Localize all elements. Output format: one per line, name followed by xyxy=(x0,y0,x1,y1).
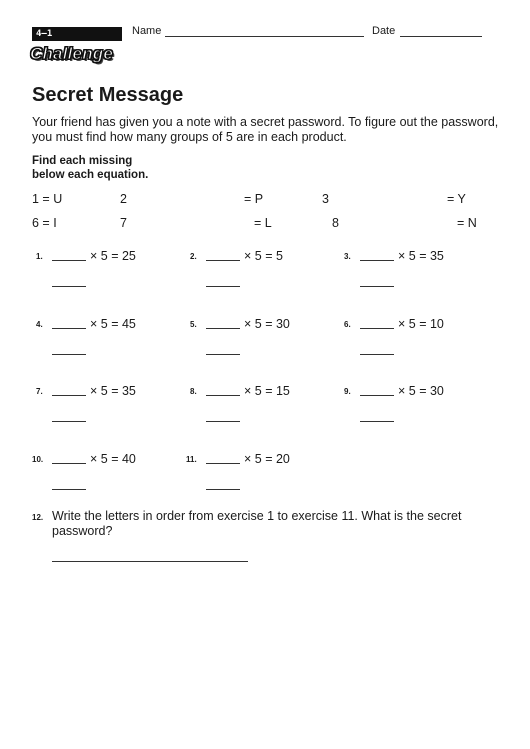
code-key-item: 3 xyxy=(322,192,329,206)
problem-number: 12. xyxy=(32,513,44,522)
name-label: Name xyxy=(132,25,162,37)
equation-text: × 5 = 15 xyxy=(244,384,290,398)
code-key-item: = N xyxy=(457,216,477,230)
page-title: Secret Message xyxy=(32,84,184,106)
intro-text: Your friend has given you a note with a secret password. To figure out the password, you must find how many groups of 5 are in each product. xyxy=(32,115,499,144)
letter-blank[interactable] xyxy=(360,286,394,287)
code-key-item: 8 xyxy=(332,216,339,230)
date-label: Date xyxy=(372,25,396,37)
equation-text: × 5 = 5 xyxy=(244,249,283,263)
problem-number: 3. xyxy=(344,252,351,261)
problem-number: 8. xyxy=(190,387,197,396)
code-key-item: = L xyxy=(254,216,272,230)
problem-number: 10. xyxy=(32,455,44,464)
problem-number: 1. xyxy=(36,252,43,261)
name-line[interactable] xyxy=(165,36,364,37)
equation-text: × 5 = 20 xyxy=(244,452,290,466)
code-key-item: = Y xyxy=(447,192,466,206)
letter-blank[interactable] xyxy=(206,421,240,422)
password-answer-line[interactable] xyxy=(52,561,248,562)
problem-number: 7. xyxy=(36,387,43,396)
letter-blank[interactable] xyxy=(52,421,86,422)
answer-blank[interactable] xyxy=(52,328,86,329)
equation-text: × 5 = 10 xyxy=(398,317,444,331)
answer-blank[interactable] xyxy=(206,328,240,329)
instruction-text: Find each missing below each equation. xyxy=(32,155,149,181)
problem-number: 4. xyxy=(36,320,43,329)
letter-blank[interactable] xyxy=(360,354,394,355)
equation-text: × 5 = 45 xyxy=(90,317,136,331)
problem-number: 2. xyxy=(190,252,197,261)
code-key-item: 1 = U xyxy=(32,192,63,206)
answer-blank[interactable] xyxy=(360,328,394,329)
equation-text: × 5 = 25 xyxy=(90,249,136,263)
answer-blank[interactable] xyxy=(52,260,86,261)
answer-blank[interactable] xyxy=(52,395,86,396)
answer-blank[interactable] xyxy=(360,395,394,396)
problem-number: 6. xyxy=(344,320,351,329)
problem-number: 11. xyxy=(186,455,197,464)
equation-text: × 5 = 40 xyxy=(90,452,136,466)
equation-text: × 5 = 35 xyxy=(398,249,444,263)
lesson-tag: 4–1 xyxy=(32,27,122,41)
problem-number: 9. xyxy=(344,387,351,396)
code-key-item: = P xyxy=(244,192,264,206)
equation-text: × 5 = 35 xyxy=(90,384,136,398)
letter-blank[interactable] xyxy=(206,489,240,490)
answer-blank[interactable] xyxy=(206,395,240,396)
letter-blank[interactable] xyxy=(206,354,240,355)
problem-number: 5. xyxy=(190,320,197,329)
letter-blank[interactable] xyxy=(52,286,86,287)
equation-text: × 5 = 30 xyxy=(244,317,290,331)
code-key-item: 7 xyxy=(120,216,127,230)
question-text: Write the letters in order from exercise 1 to exercise 11. What is the secret password? xyxy=(52,509,462,538)
letter-blank[interactable] xyxy=(52,354,86,355)
answer-blank[interactable] xyxy=(206,260,240,261)
answer-blank[interactable] xyxy=(360,260,394,261)
answer-blank[interactable] xyxy=(206,463,240,464)
answer-blank[interactable] xyxy=(52,463,86,464)
code-key-item: 2 xyxy=(120,192,127,206)
code-key-item: 6 = I xyxy=(32,216,57,230)
letter-blank[interactable] xyxy=(206,286,240,287)
letter-blank[interactable] xyxy=(360,421,394,422)
equation-text: × 5 = 30 xyxy=(398,384,444,398)
letter-blank[interactable] xyxy=(52,489,86,490)
challenge-label: Challenge xyxy=(30,44,114,63)
date-line[interactable] xyxy=(400,36,482,37)
